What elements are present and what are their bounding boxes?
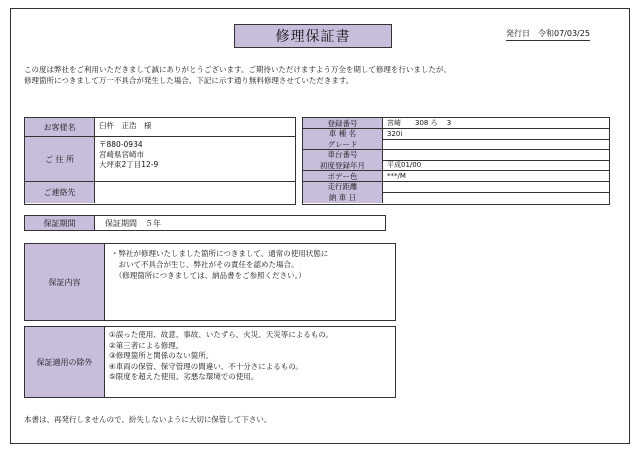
exclusion-line: ④車両の保管、保守管理の間違い、不十分さによるもの。 <box>109 361 303 371</box>
exclusion-line: ③修理箇所と関係のない箇所。 <box>109 351 214 361</box>
warranty-content-text <box>111 248 393 281</box>
exclusion-line: ②第三者による修理。 <box>109 340 184 350</box>
vehicle-label: ボデー色 <box>303 171 383 181</box>
warranty-period-label: 保証期間 <box>25 216 95 230</box>
vehicle-row <box>303 192 609 203</box>
warranty-exclusions-label: 保証適用の除外 <box>25 327 105 397</box>
warranty-period <box>24 215 386 231</box>
issue-date-value: 令和07/03/25 <box>538 29 590 38</box>
customer-name-row <box>25 118 295 137</box>
vehicle-value: ***/M <box>387 172 406 180</box>
address-line: 大坪東2丁目12-9 <box>99 160 159 169</box>
customer-name-value: 臼杵 正浩 様 <box>99 121 152 130</box>
content-line: （修理箇所につきましては、納品書をご参照ください。） <box>111 271 306 280</box>
customer-table <box>24 117 296 205</box>
content-line: おいて不具合が生じ、弊社がその責任を認めた場合。 <box>111 260 299 269</box>
customer-address-row <box>25 137 295 182</box>
content-line: ・弊社が修理いたしました箇所につきまして、通常の使用状態に <box>111 249 329 258</box>
intro-text <box>24 64 604 86</box>
intro-line: この度は弊社をご利用いただきまして誠にありがとうございます。ご期待いただけますよう万全を期して修理を行いましたが、 <box>24 65 451 74</box>
vehicle-label: 登録番号 <box>303 118 383 128</box>
warranty-period-value: 保証期間 ５年 <box>105 219 161 228</box>
warranty-content-label: 保証内容 <box>25 244 105 320</box>
customer-address-label: ご 住 所 <box>25 137 95 181</box>
customer-address-value <box>99 140 158 170</box>
vehicle-value: 宮崎 308 ろ 3 <box>387 119 452 127</box>
customer-contact-row <box>25 182 295 203</box>
customer-contact-label: ご連絡先 <box>25 182 95 203</box>
intro-line: 修理箇所につきまして万一不具合が発生した場合、下記に示す通り無料修理させていただきます。 <box>24 76 354 85</box>
vehicle-label: 車 種 名 <box>303 129 383 139</box>
warranty-content <box>24 243 396 321</box>
issue-date <box>506 28 590 41</box>
footer-note: 本書は、再発行しませんので、紛失しないように大切に保管して下さい。 <box>24 415 272 424</box>
vehicle-value: 320i <box>387 129 403 138</box>
vehicle-label: 車台番号 <box>303 150 383 160</box>
vehicle-value: 平成01/00 <box>387 161 422 170</box>
address-line: 〒880-0934 <box>99 140 143 149</box>
warranty-exclusions-text <box>109 330 393 383</box>
vehicle-table <box>302 117 610 205</box>
vehicle-label: 納 車 日 <box>303 192 383 203</box>
vehicle-label: 初度登録年月 <box>303 160 383 170</box>
issue-date-label: 発行日 <box>506 29 530 38</box>
vehicle-label: グレード <box>303 139 383 149</box>
vehicle-label: 走行距離 <box>303 182 383 192</box>
customer-name-label: お客様名 <box>25 118 95 136</box>
document-title: 修理保証書 <box>234 24 392 48</box>
exclusion-line: ⑤限度を超えた使用、劣悪な環境での使用。 <box>109 372 259 382</box>
warranty-exclusions <box>24 326 396 398</box>
exclusion-line: ①誤った使用、故意、事故、いたずら、火災、天災等によるもの。 <box>109 330 333 339</box>
vehicle-row <box>303 182 609 193</box>
address-line: 宮崎県宮崎市 <box>99 150 144 159</box>
